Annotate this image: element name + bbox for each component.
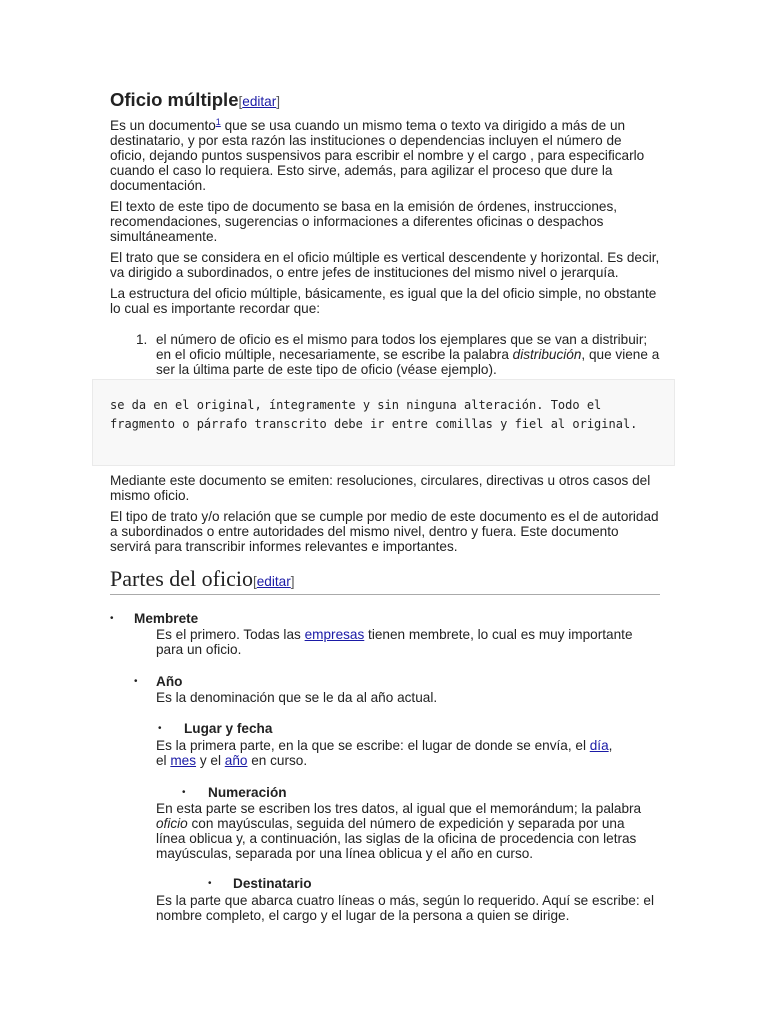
list-number: 1. (136, 332, 148, 347)
list-item-start: el número de oficio es el mismo para todos los ejemplares que se van a distribuir; en el oficio múltiple, necesariamente, se escribe la palabra (156, 332, 648, 362)
lugar-text-a: Es la primera parte, en la que se escribe: el lugar de donde se envía, el (156, 738, 590, 753)
numeracion-emphasis: oficio (156, 816, 188, 831)
membrete-heading: Membrete (134, 611, 199, 626)
lugar-text (156, 738, 626, 768)
edit-link-2[interactable]: editar (256, 574, 291, 589)
bullet-icon: • (182, 787, 186, 798)
membrete-text-start: Es el primero. Todas las (156, 627, 305, 642)
lugar-text-b: , el (156, 738, 613, 768)
lugar-text-c: y el (196, 753, 225, 768)
numeracion-text (156, 801, 656, 861)
list-item-emphasis: distribución (512, 347, 582, 362)
empresas-link[interactable]: empresas (304, 627, 365, 642)
paragraph-4: La estructura del oficio múltiple, básicamente, es igual que la del oficio simple, no obstante lo cual es importante recordar que: (110, 286, 657, 316)
paragraph-5: Mediante este documento se emiten: resoluciones, circulares, directivas u otros casos del mismo oficio. (110, 473, 651, 503)
paragraph-6: El tipo de trato y/o relación que se cumple por medio de este documento es el de autoridad a subordinados o entre autoridades del mismo nivel, dentro y fuera. Este documento servirá para transcribir informes relevantes e importantes. (110, 509, 659, 554)
dia-link[interactable]: día (589, 738, 609, 753)
paragraph-1-rest: que se usa cuando un mismo tema o texto va dirigido a más de un destinatario, y por esta razón las instituciones o dependencias incluyen el número de oficio, dejando puntos suspensivos para escribir el nombre y el cargo , para especificarlo cuando el caso lo requiera. Esto sirve, además, para agilizar el proceso que dure la documentación. (110, 118, 645, 193)
section-heading-oficio-multiple (110, 88, 660, 114)
section-title: Oficio múltiple (110, 89, 239, 110)
destinatario-text: Es la parte que abarca cuatro líneas o más, según lo requerido. Aquí se escribe: el nombre completo, el cargo y el lugar de la persona a quien se dirige. (156, 893, 654, 923)
bullet-icon: • (110, 613, 114, 624)
numeracion-text-start: En esta parte se escriben los tres datos, al igual que el memorándum; la palabra (156, 801, 642, 816)
edit-bracket-close: ] (276, 94, 281, 109)
section-heading-partes (110, 565, 660, 593)
paragraph-2: El texto de este tipo de documento se basa en la emisión de órdenes, instrucciones, recomendaciones, sugerencias o informaciones a diferentes oficinas o despachos simultáneamente. (110, 199, 618, 244)
edit-bracket-close: ] (290, 574, 295, 589)
bullet-icon: • (158, 723, 162, 734)
edit-bracket-open: [ (238, 94, 243, 109)
code-text: se da en el original, íntegramente y sin ninguna alteración. Todo el fragmento o párrafo transcrito debe ir entre comillas y fiel al original. (110, 398, 638, 431)
paragraph-3: El trato que se considera en el oficio múltiple es vertical descendente y horizontal. Es decir, va dirigido a subordinados, o entre jefes de instituciones del mismo nivel o jerarquía. (110, 250, 660, 280)
anio-heading: Año (156, 674, 183, 689)
paragraph-1-start: Es un documento (110, 118, 216, 133)
destinatario-heading: Destinatario (233, 876, 312, 891)
edit-bracket-open: [ (252, 574, 257, 589)
mes-link[interactable]: mes (170, 753, 197, 768)
heading-divider (110, 594, 660, 595)
list-item-end: , que viene a ser la última parte de este tipo de oficio (véase ejemplo). (156, 347, 660, 377)
code-block (92, 379, 675, 466)
anio-text: Es la denominación que se le da al año actual. (156, 690, 438, 705)
numeracion-heading: Numeración (208, 785, 287, 800)
bullet-icon: • (208, 878, 212, 889)
reference-link[interactable]: 1 (215, 117, 221, 127)
anio-link[interactable]: año (224, 753, 248, 768)
list-item (156, 332, 661, 377)
edit-link[interactable]: editar (242, 94, 277, 109)
membrete-text-end: tienen membrete, lo cual es muy importante para un oficio. (156, 627, 633, 657)
lugar-heading: Lugar y fecha (184, 721, 273, 736)
paragraph-1 (110, 118, 660, 193)
membrete-text (156, 627, 656, 657)
bullet-icon: • (134, 676, 138, 687)
lugar-text-d: en curso. (247, 753, 308, 768)
section-2-title: Partes del oficio (110, 566, 253, 591)
numeracion-text-end: con mayúsculas, seguida del número de expedición y separada por una línea oblicua y, a continuación, las siglas de la oficina de procedencia con letras mayúsculas, separada por una línea oblicua y el año en curso. (156, 816, 637, 861)
